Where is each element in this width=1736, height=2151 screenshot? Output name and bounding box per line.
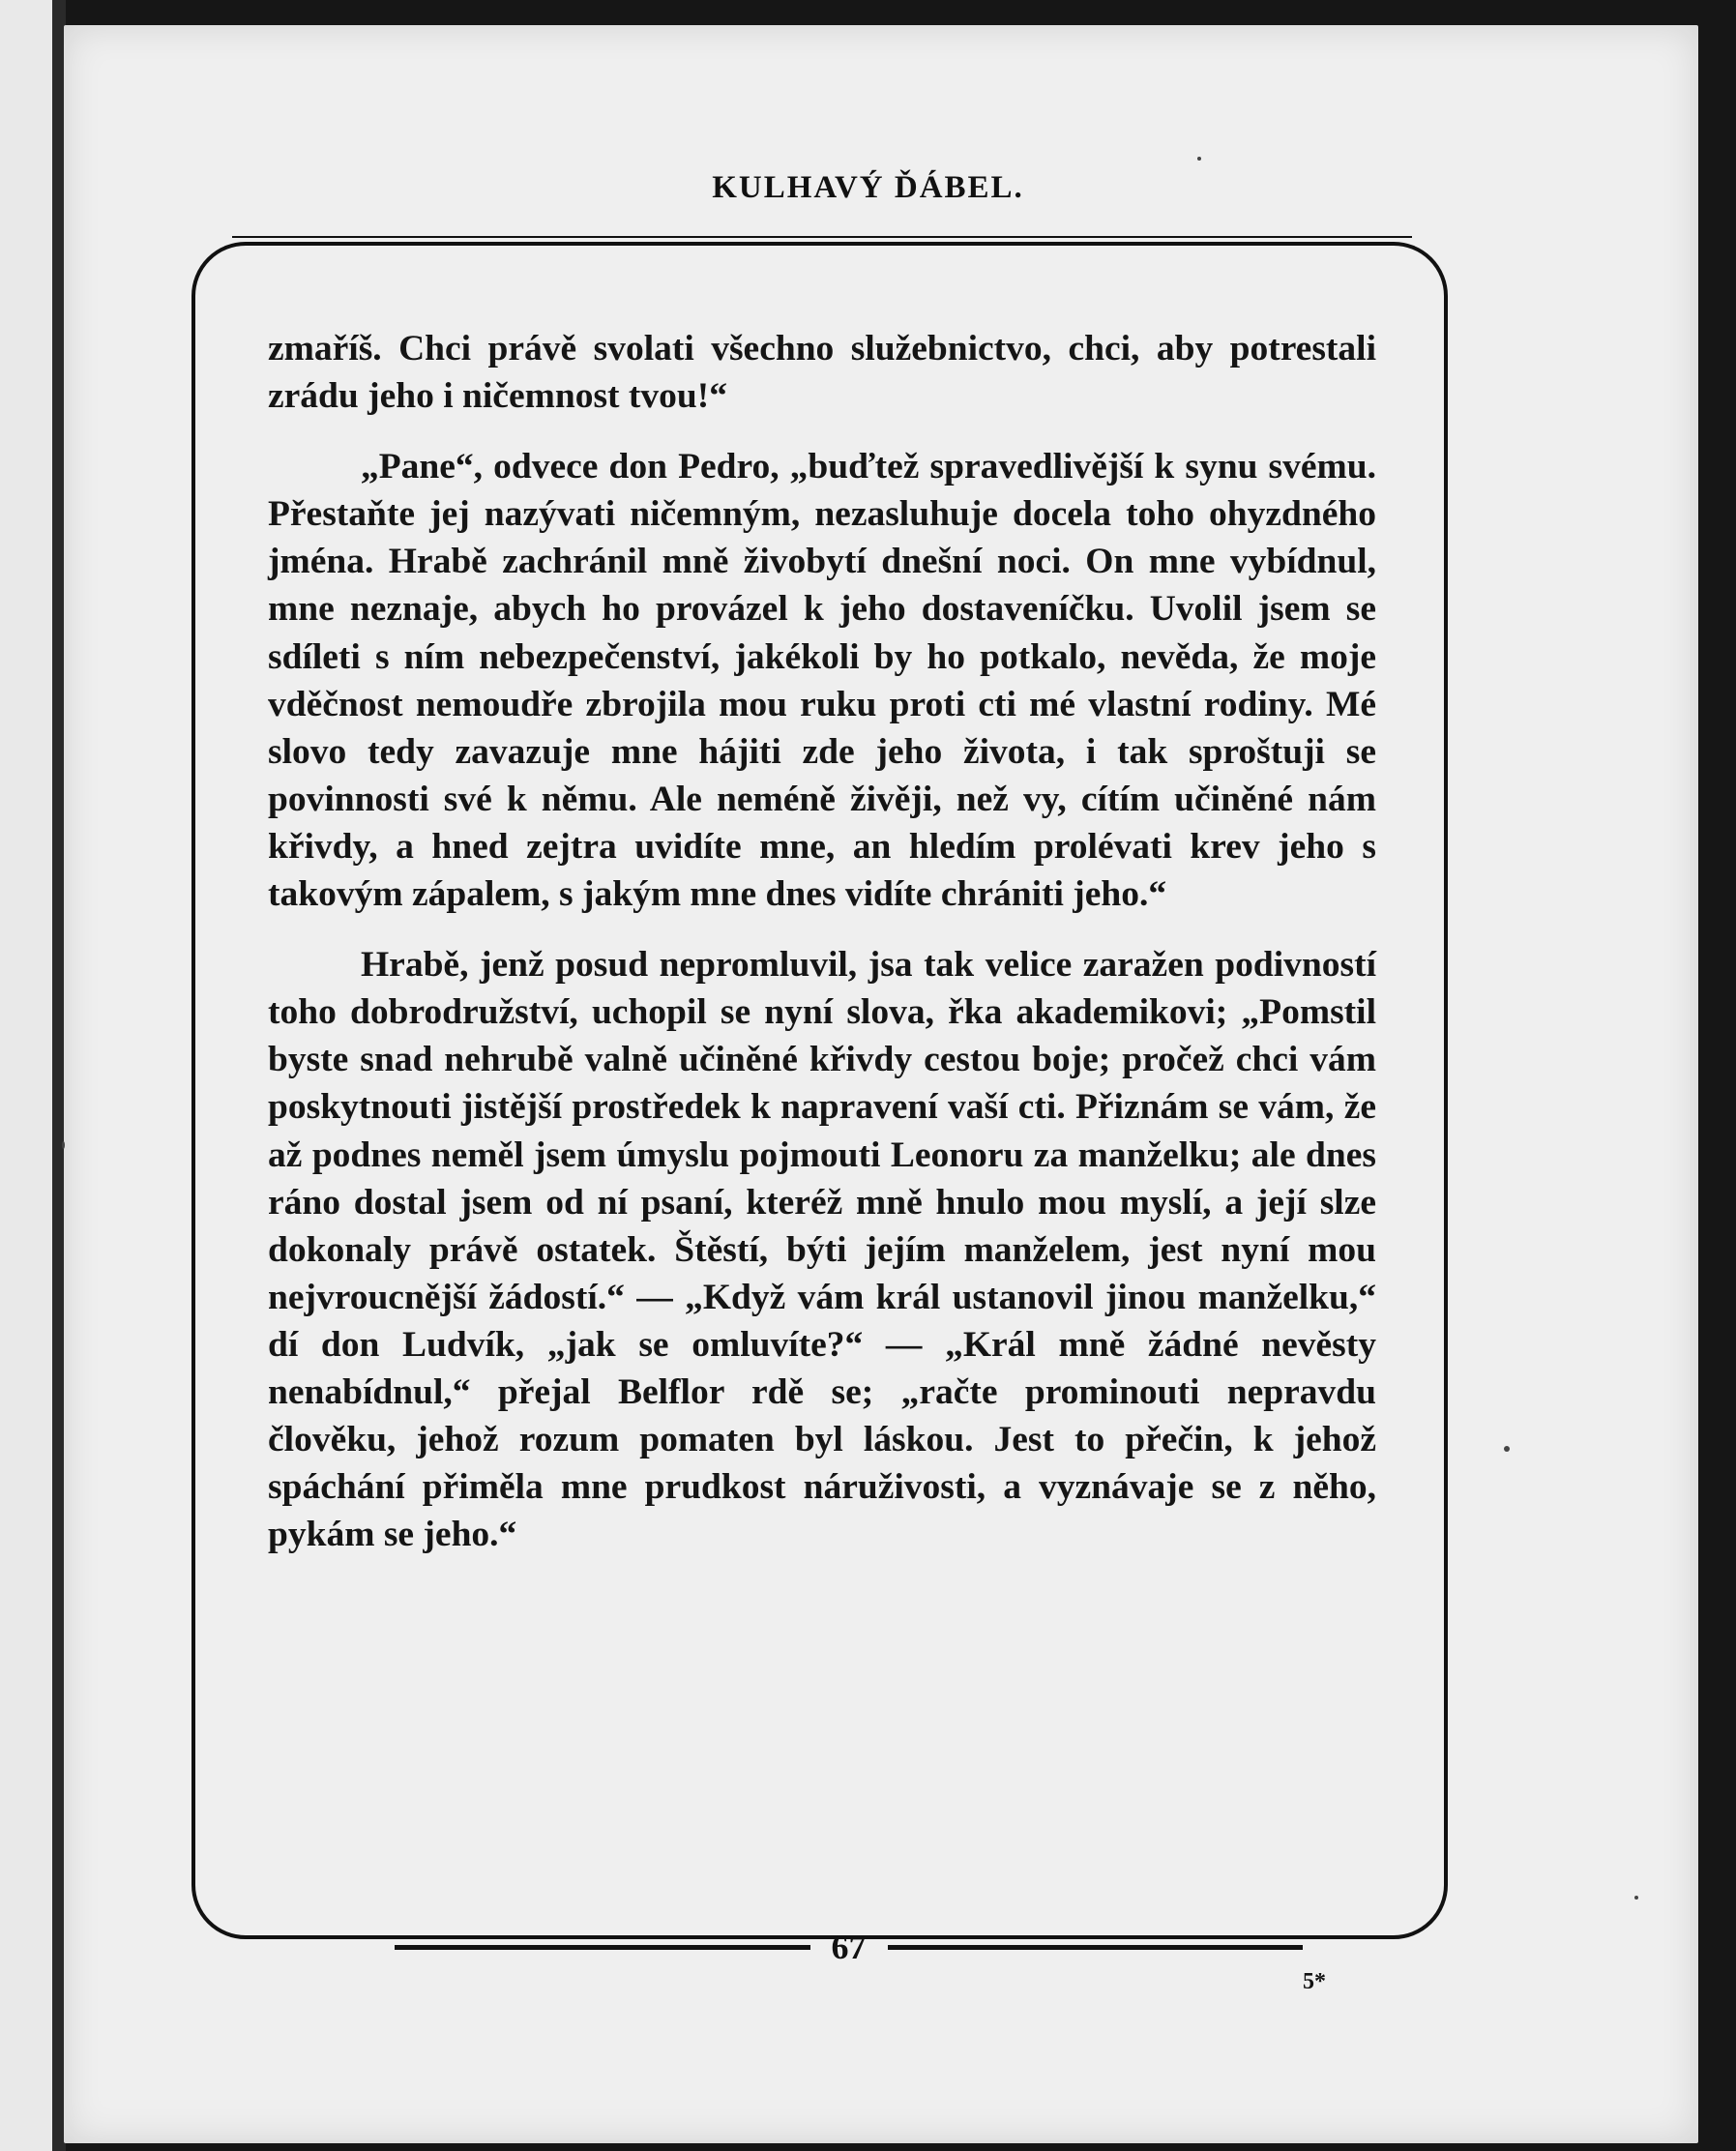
signature-mark: 5* — [1303, 1969, 1326, 1994]
page-number-rule-left — [395, 1945, 810, 1950]
page-number-row — [191, 1925, 1448, 1969]
ink-speck — [1634, 1896, 1638, 1900]
ink-speck — [1504, 1446, 1510, 1452]
page-number-rule-right — [888, 1945, 1304, 1950]
ink-speck — [1197, 157, 1201, 161]
running-head: KULHAVÝ ĎÁBEL. — [712, 170, 1024, 205]
ink-speck — [62, 1141, 65, 1149]
paragraph-3: Hrabě, jenž posud nepromluvil, jsa tak velice zaražen podivností toho dobrodružství, uchopil se nyní slova, řka akademikovi; „Pomstil byste snad nehrubě valně učiněné křivdy cestou boje; pročež chci vám poskytnouti jistější prostředek k napravení vaší cti. Přiznám se vám, že až podnes neměl jsem úmyslu pojmouti Leonoru za manželku; ale dnes ráno dostal jsem od ní psaní, kteréž mně hnulo mou myslí, a její slze dokonaly právě ostatek. Štěstí, býti jejím manželem, jest nyní mou nejvroucnější žádostí.“ — „Když vám král ustanovil jinou manželku,“ dí don Ludvík, „jak se omluvíte?“ — „Král mně žádné nevěsty nenabídnul,“ přejal Belflor rdě se; „račte prominouti nepravdu člověku, jehož rozum pomaten byl láskou. Jest to přečin, k jehož spáchání přiměla mne prudkost náruživosti, a vyznávaje se z něho, pykám se jeho.“ — [268, 945, 1376, 1555]
paragraph-2: „Pane“, odvece don Pedro, „buďtež spravedlivější k synu svému. Přestaňte jej nazývati ničemným, nezasluhuje docela toho ohyzdného jména. Hrabě zachránil mně živobytí dnešní noci. On mne vybídnul, mne neznaje, abych ho provázel k jeho dostaveníčku. Uvolil jsem se sdíleti s ním nebezpečenství, jakékoli by ho potkalo, nevěda, že moje vděčnost nemoudře zbrojila mou ruku proti cti mé vlastní rodiny. Mé slovo tedy zavazuje mne hájiti zde jeho života, i tak sproštuji se povinnosti své k němu. Ale neméně živěji, než vy, cítím učiněné nám křivdy, a hned zejtra uvidíte mne, an hledím prolévati krev jeho s takovým zápalem, s jakým mne dnes vidíte chrániti jeho.“ — [268, 447, 1376, 915]
page-number: 67 — [831, 1928, 867, 1966]
paragraph-1: zmaříš. Chci právě svolati všechno služebnictvo, chci, aby potrestali zrádu jeho i ničemnost tvou!“ — [268, 329, 1376, 417]
frame-top-rule — [232, 236, 1412, 238]
body-text — [268, 325, 1376, 1558]
